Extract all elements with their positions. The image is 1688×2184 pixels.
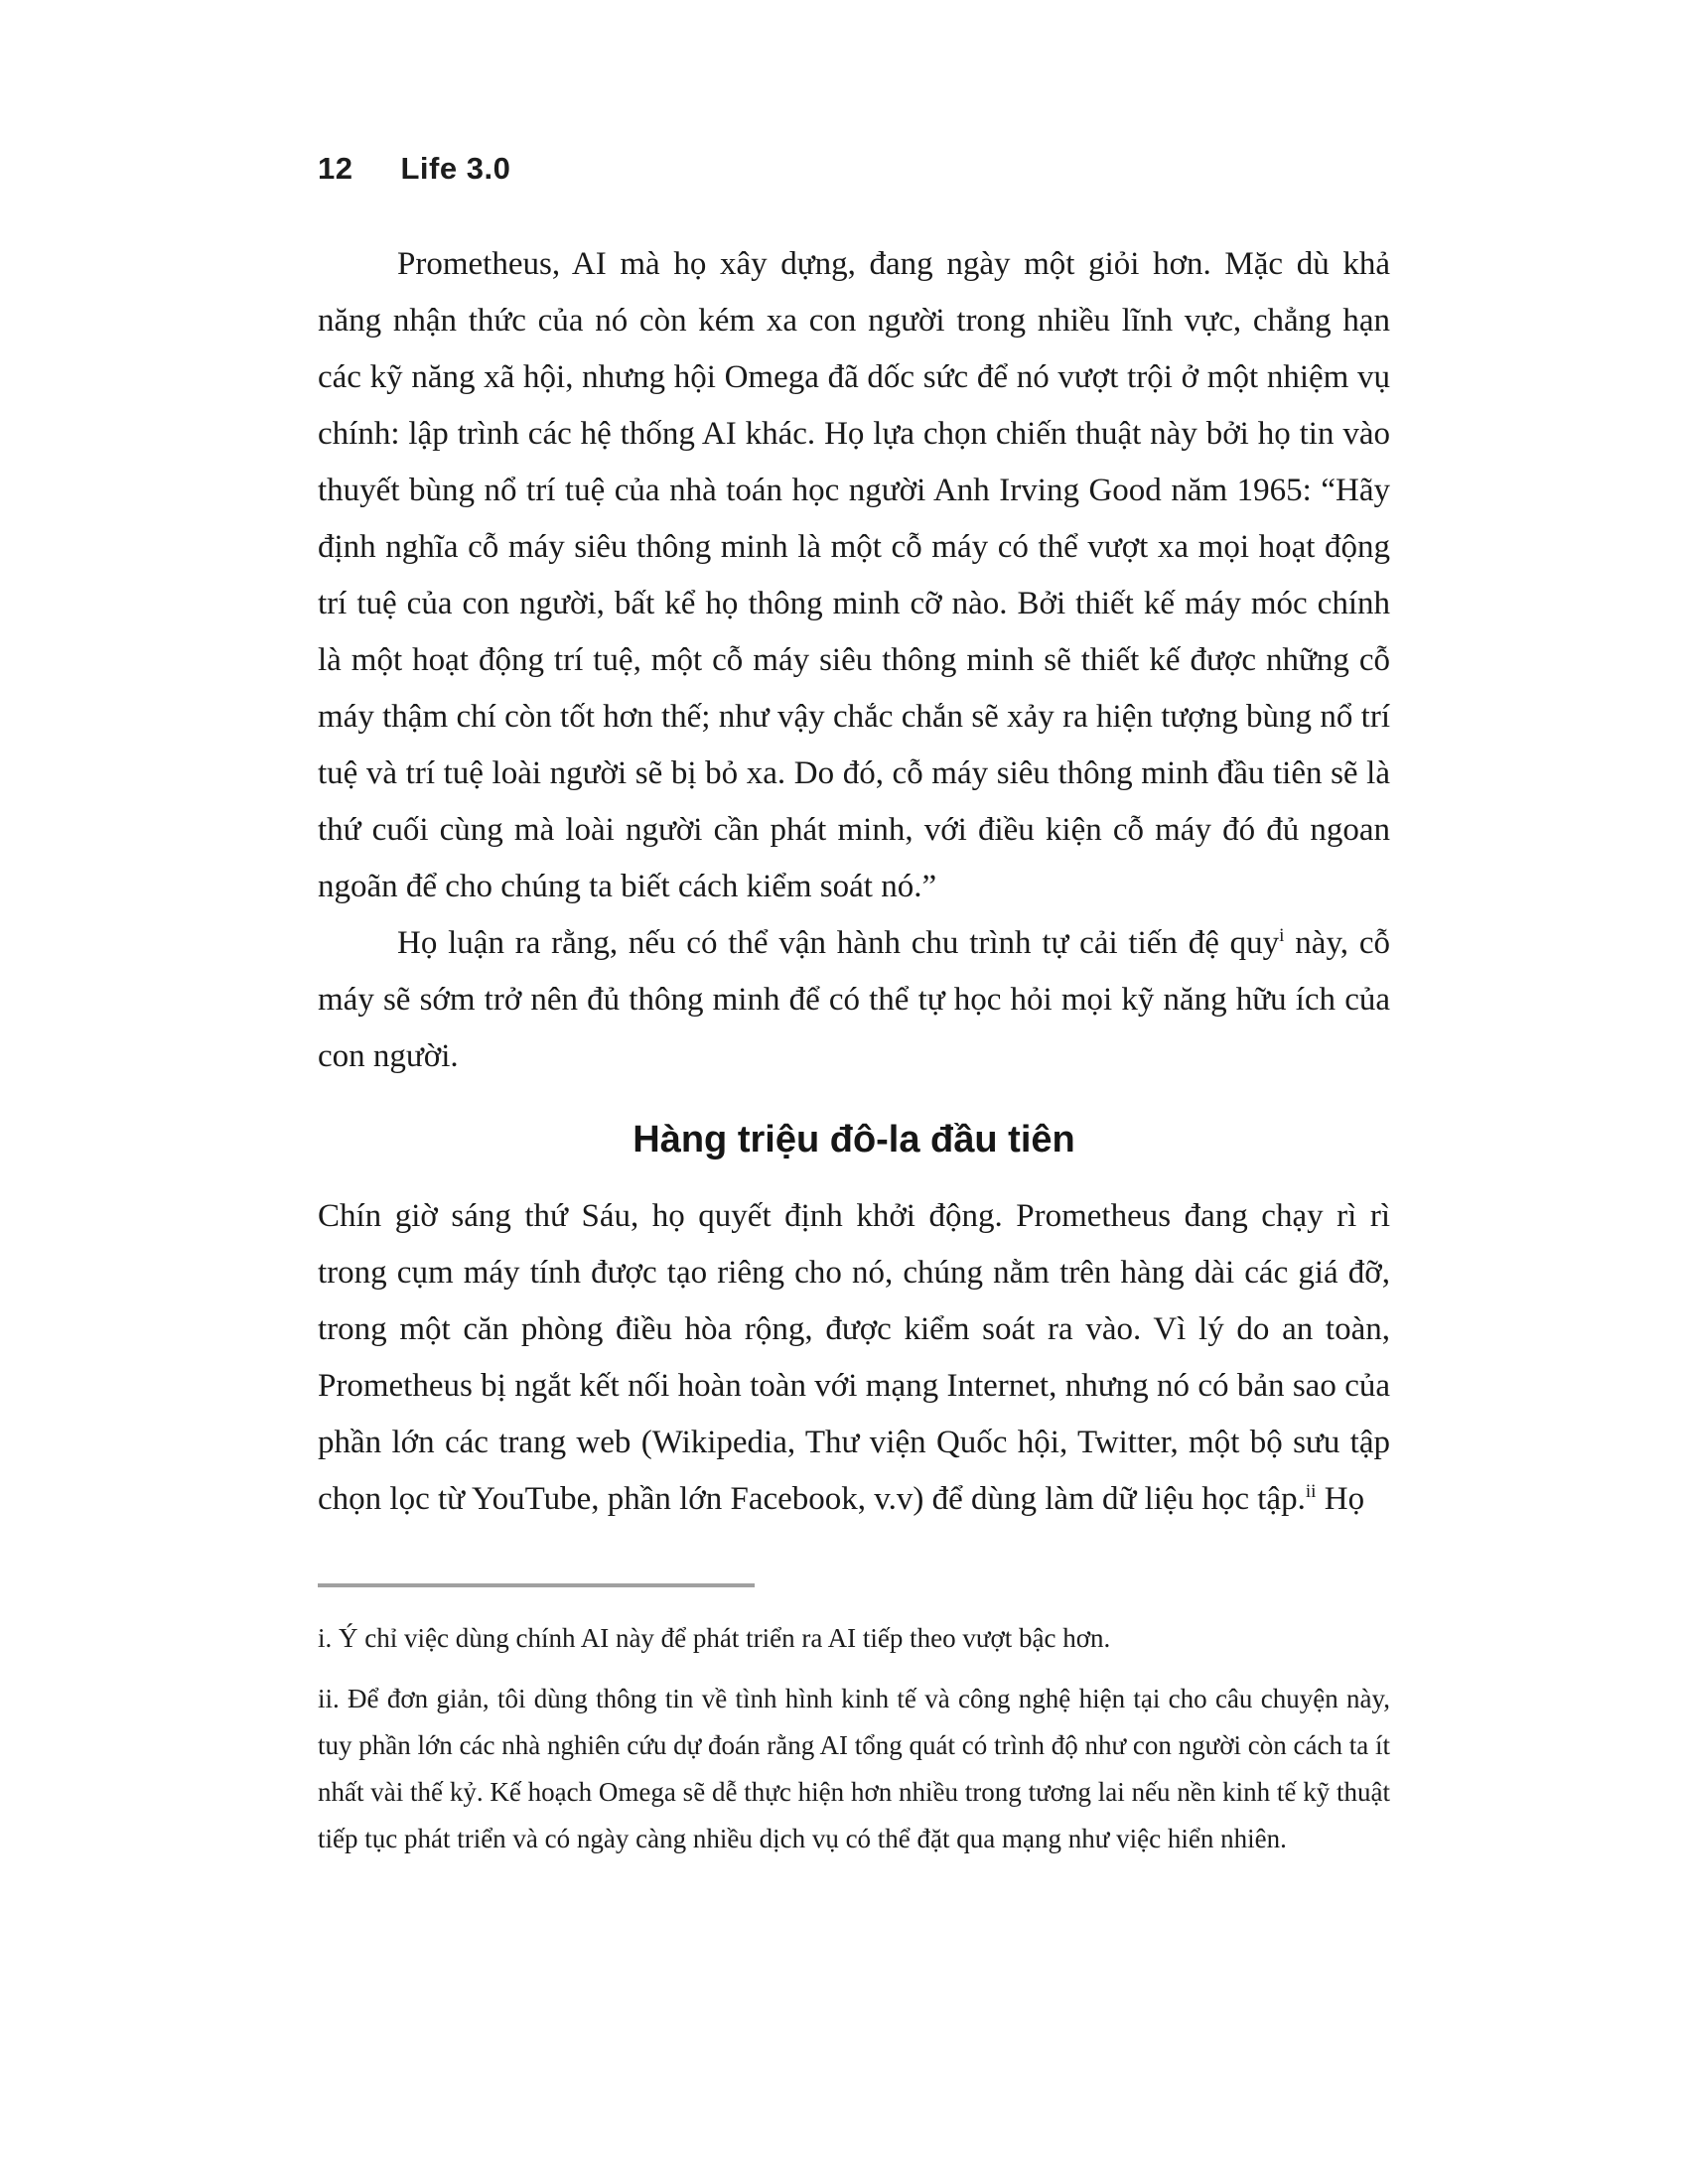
text-column	[318, 151, 1390, 1876]
paragraph-3-text: Chín giờ sáng thứ Sáu, họ quyết định khởi động. Prometheus đang chạy rì rì trong cụm máy tính được tạo riêng cho nó, chúng nằm trên hàng dài các giá đỡ, trong một căn phòng điều hòa rộng, được kiểm soát ra vào. Vì lý do an toàn, Prometheus bị ngắt kết nối hoàn toàn với mạng Internet, nhưng nó có bản sao của phần lớn các trang web (Wikipedia, Thư viện Quốc hội, Twitter, một bộ sưu tập chọn lọc từ YouTube, phần lớn Facebook, v.v) để dùng làm dữ liệu học tập.	[318, 1198, 1390, 1517]
page-number: 12	[318, 151, 353, 186]
paragraph-recursive-improvement	[318, 915, 1390, 1085]
footnote-i: i. Ý chỉ việc dùng chính AI này để phát triển ra AI tiếp theo vượt bậc hơn.	[318, 1623, 1111, 1653]
paragraph-2-text: Họ luận ra rằng, nếu có thể vận hành chu trình tự cải tiến đệ quy	[397, 925, 1280, 961]
paragraph-2-text-continued: này, cỗ máy sẽ sớm trở nên đủ thông minh để có thể tự học hỏi mọi kỹ năng hữu ích của con người.	[318, 925, 1390, 1074]
paragraph-intelligence-explosion: Prometheus, AI mà họ xây dựng, đang ngày một giỏi hơn. Mặc dù khả năng nhận thức của nó còn kém xa con người trong nhiều lĩnh vực, chẳng hạn các kỹ năng xã hội, nhưng hội Omega đã dốc sức để nó vượt trội ở một nhiệm vụ chính: lập trình các hệ thống AI khác. Họ lựa chọn chiến thuật này bởi họ tin vào thuyết bùng nổ trí tuệ của nhà toán học người Anh Irving Good năm 1965: “Hãy định nghĩa cỗ máy siêu thông minh là một cỗ máy có thể vượt xa mọi hoạt động trí tuệ của con người, bất kể họ thông minh cỡ nào. Bởi thiết kế máy móc chính là một hoạt động trí tuệ, một cỗ máy siêu thông minh sẽ thiết kế được những cỗ máy thậm chí còn tốt hơn thế; như vậy chắc chắn sẽ xảy ra hiện tượng bùng nổ trí tuệ và trí tuệ loài người sẽ bị bỏ xa. Do đó, cỗ máy siêu thông minh đầu tiên sẽ là thứ cuối cùng mà loài người cần phát minh, với điều kiện cỗ máy đó đủ ngoan ngoãn để cho chúng ta biết cách kiểm soát nó.”	[318, 246, 1390, 904]
footnote-marker-i: i	[1279, 925, 1285, 946]
footnote-divider	[318, 1583, 755, 1587]
paragraph-3-text-continued: Họ	[1316, 1481, 1365, 1517]
footnotes-section	[318, 1583, 1390, 1862]
book-title: Life 3.0	[400, 151, 511, 186]
footnote-ii: ii. Để đơn giản, tôi dùng thông tin về tình hình kinh tế và công nghệ hiện tại cho câu chuyện này, tuy phần lớn các nhà nghiên cứu dự đoán rằng AI tổng quát có trình độ như con người còn cách ta ít nhất vài thế kỷ. Kế hoạch Omega sẽ dễ thực hiện hơn nhiều trong tương lai nếu nền kinh tế kỹ thuật tiếp tục phát triển và có ngày càng nhiều dịch vụ có thể đặt qua mạng như việc hiển nhiên.	[318, 1684, 1390, 1853]
footnote-marker-ii: ii	[1305, 1481, 1317, 1502]
running-header	[318, 151, 1390, 187]
section-heading: Hàng triệu đô-la đầu tiên	[633, 1119, 1075, 1160]
paragraph-first-millions	[318, 1188, 1390, 1528]
